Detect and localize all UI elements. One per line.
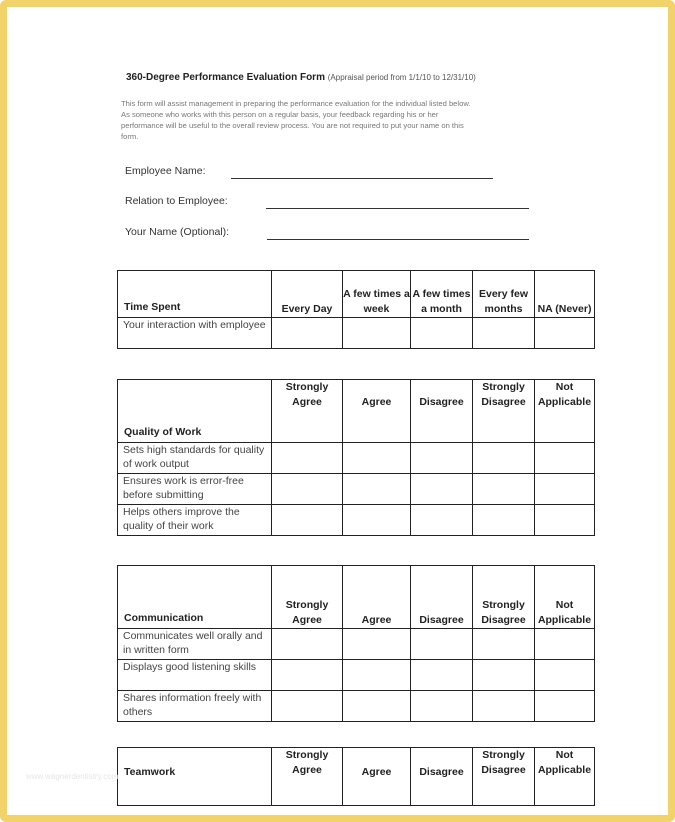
column-header: Every Day <box>272 271 343 318</box>
column-header: Disagree <box>411 566 473 629</box>
column-header: Disagree <box>411 748 473 806</box>
teamwork-table <box>117 747 595 806</box>
rating-cell[interactable] <box>535 505 595 536</box>
table-row <box>118 505 595 536</box>
rating-cell[interactable] <box>473 660 535 691</box>
row-label: Shares information freely with others <box>118 691 272 722</box>
intro-line: form. <box>121 132 139 141</box>
rating-cell[interactable] <box>272 443 343 474</box>
rating-cell[interactable] <box>473 443 535 474</box>
rating-cell[interactable] <box>535 474 595 505</box>
column-header: NA (Never) <box>535 271 595 318</box>
rating-cell[interactable] <box>411 660 473 691</box>
rating-cell[interactable] <box>411 443 473 474</box>
rating-cell[interactable] <box>272 660 343 691</box>
rating-cell[interactable] <box>473 318 535 349</box>
rating-cell[interactable] <box>535 660 595 691</box>
rating-cell[interactable] <box>411 505 473 536</box>
relation-label: Relation to Employee: <box>125 195 228 207</box>
section-heading: Teamwork <box>118 748 272 806</box>
column-header: A few times a month <box>411 271 473 318</box>
rating-cell[interactable] <box>411 691 473 722</box>
communication-table <box>117 565 595 722</box>
column-header: Strongly Disagree <box>473 380 535 443</box>
intro-line: As someone who works with this person on a regular basis, your feedback regarding his or her <box>121 110 439 119</box>
row-label: Sets high standards for quality of work output <box>118 443 272 474</box>
row-label: Communicates well orally and in written form <box>118 629 272 660</box>
relation-field[interactable] <box>266 208 529 209</box>
rating-cell[interactable] <box>343 691 411 722</box>
column-header: Not Applicable <box>535 748 595 806</box>
form-title <box>126 72 476 83</box>
watermark: www.wagnerdentistry.com <box>26 772 119 781</box>
quality-of-work-table <box>117 379 595 536</box>
column-header: Not Applicable <box>535 380 595 443</box>
rating-cell[interactable] <box>343 474 411 505</box>
rating-cell[interactable] <box>343 629 411 660</box>
rating-cell[interactable] <box>473 691 535 722</box>
column-header: Agree <box>343 748 411 806</box>
table-row <box>118 318 595 349</box>
intro-line: This form will assist management in preparing the performance evaluation for the individual listed below. <box>121 99 471 108</box>
rating-cell[interactable] <box>272 691 343 722</box>
table-row <box>118 691 595 722</box>
column-header: Disagree <box>411 380 473 443</box>
employee-name-label: Employee Name: <box>125 165 206 177</box>
row-label: Helps others improve the quality of their work <box>118 505 272 536</box>
rating-cell[interactable] <box>535 318 595 349</box>
row-label: Displays good listening skills <box>118 660 272 691</box>
rating-cell[interactable] <box>535 691 595 722</box>
section-heading: Quality of Work <box>118 380 272 443</box>
rating-cell[interactable] <box>473 505 535 536</box>
rating-cell[interactable] <box>272 505 343 536</box>
rating-cell[interactable] <box>343 318 411 349</box>
rating-cell[interactable] <box>473 629 535 660</box>
table-row <box>118 474 595 505</box>
rating-cell[interactable] <box>411 318 473 349</box>
rating-cell[interactable] <box>473 474 535 505</box>
rating-cell[interactable] <box>272 318 343 349</box>
rating-cell[interactable] <box>535 629 595 660</box>
rating-cell[interactable] <box>411 474 473 505</box>
column-header: Not Applicable <box>535 566 595 629</box>
row-label: Ensures work is error-free before submitting <box>118 474 272 505</box>
appraisal-period: (Appraisal period from 1/1/10 to 12/31/10) <box>327 73 476 82</box>
column-header: Strongly Disagree <box>473 748 535 806</box>
rating-cell[interactable] <box>272 474 343 505</box>
rating-cell[interactable] <box>411 629 473 660</box>
your-name-label: Your Name (Optional): <box>125 226 230 238</box>
rating-cell[interactable] <box>272 629 343 660</box>
column-header: Strongly Agree <box>272 748 343 806</box>
rating-cell[interactable] <box>535 443 595 474</box>
section-heading: Time Spent <box>118 271 272 318</box>
rating-cell[interactable] <box>343 505 411 536</box>
table-row <box>118 443 595 474</box>
rating-cell[interactable] <box>343 443 411 474</box>
column-header: Strongly Agree <box>272 380 343 443</box>
column-header: Strongly Agree <box>272 566 343 629</box>
column-header: Strongly Disagree <box>473 566 535 629</box>
column-header: Every few months <box>473 271 535 318</box>
time-spent-table <box>117 270 595 349</box>
column-header: Agree <box>343 380 411 443</box>
table-row <box>118 660 595 691</box>
intro-paragraph <box>121 98 577 142</box>
column-header: A few times a week <box>343 271 411 318</box>
rating-cell[interactable] <box>343 660 411 691</box>
table-row <box>118 629 595 660</box>
column-header: Agree <box>343 566 411 629</box>
employee-name-field[interactable] <box>231 178 493 179</box>
intro-line: performance will be useful to the overall review process. You are not required to put your name on this <box>121 121 464 130</box>
form-title-text: 360-Degree Performance Evaluation Form <box>126 72 325 83</box>
section-heading: Communication <box>118 566 272 629</box>
row-label: Your interaction with employee <box>118 318 272 349</box>
your-name-field[interactable] <box>267 239 529 240</box>
